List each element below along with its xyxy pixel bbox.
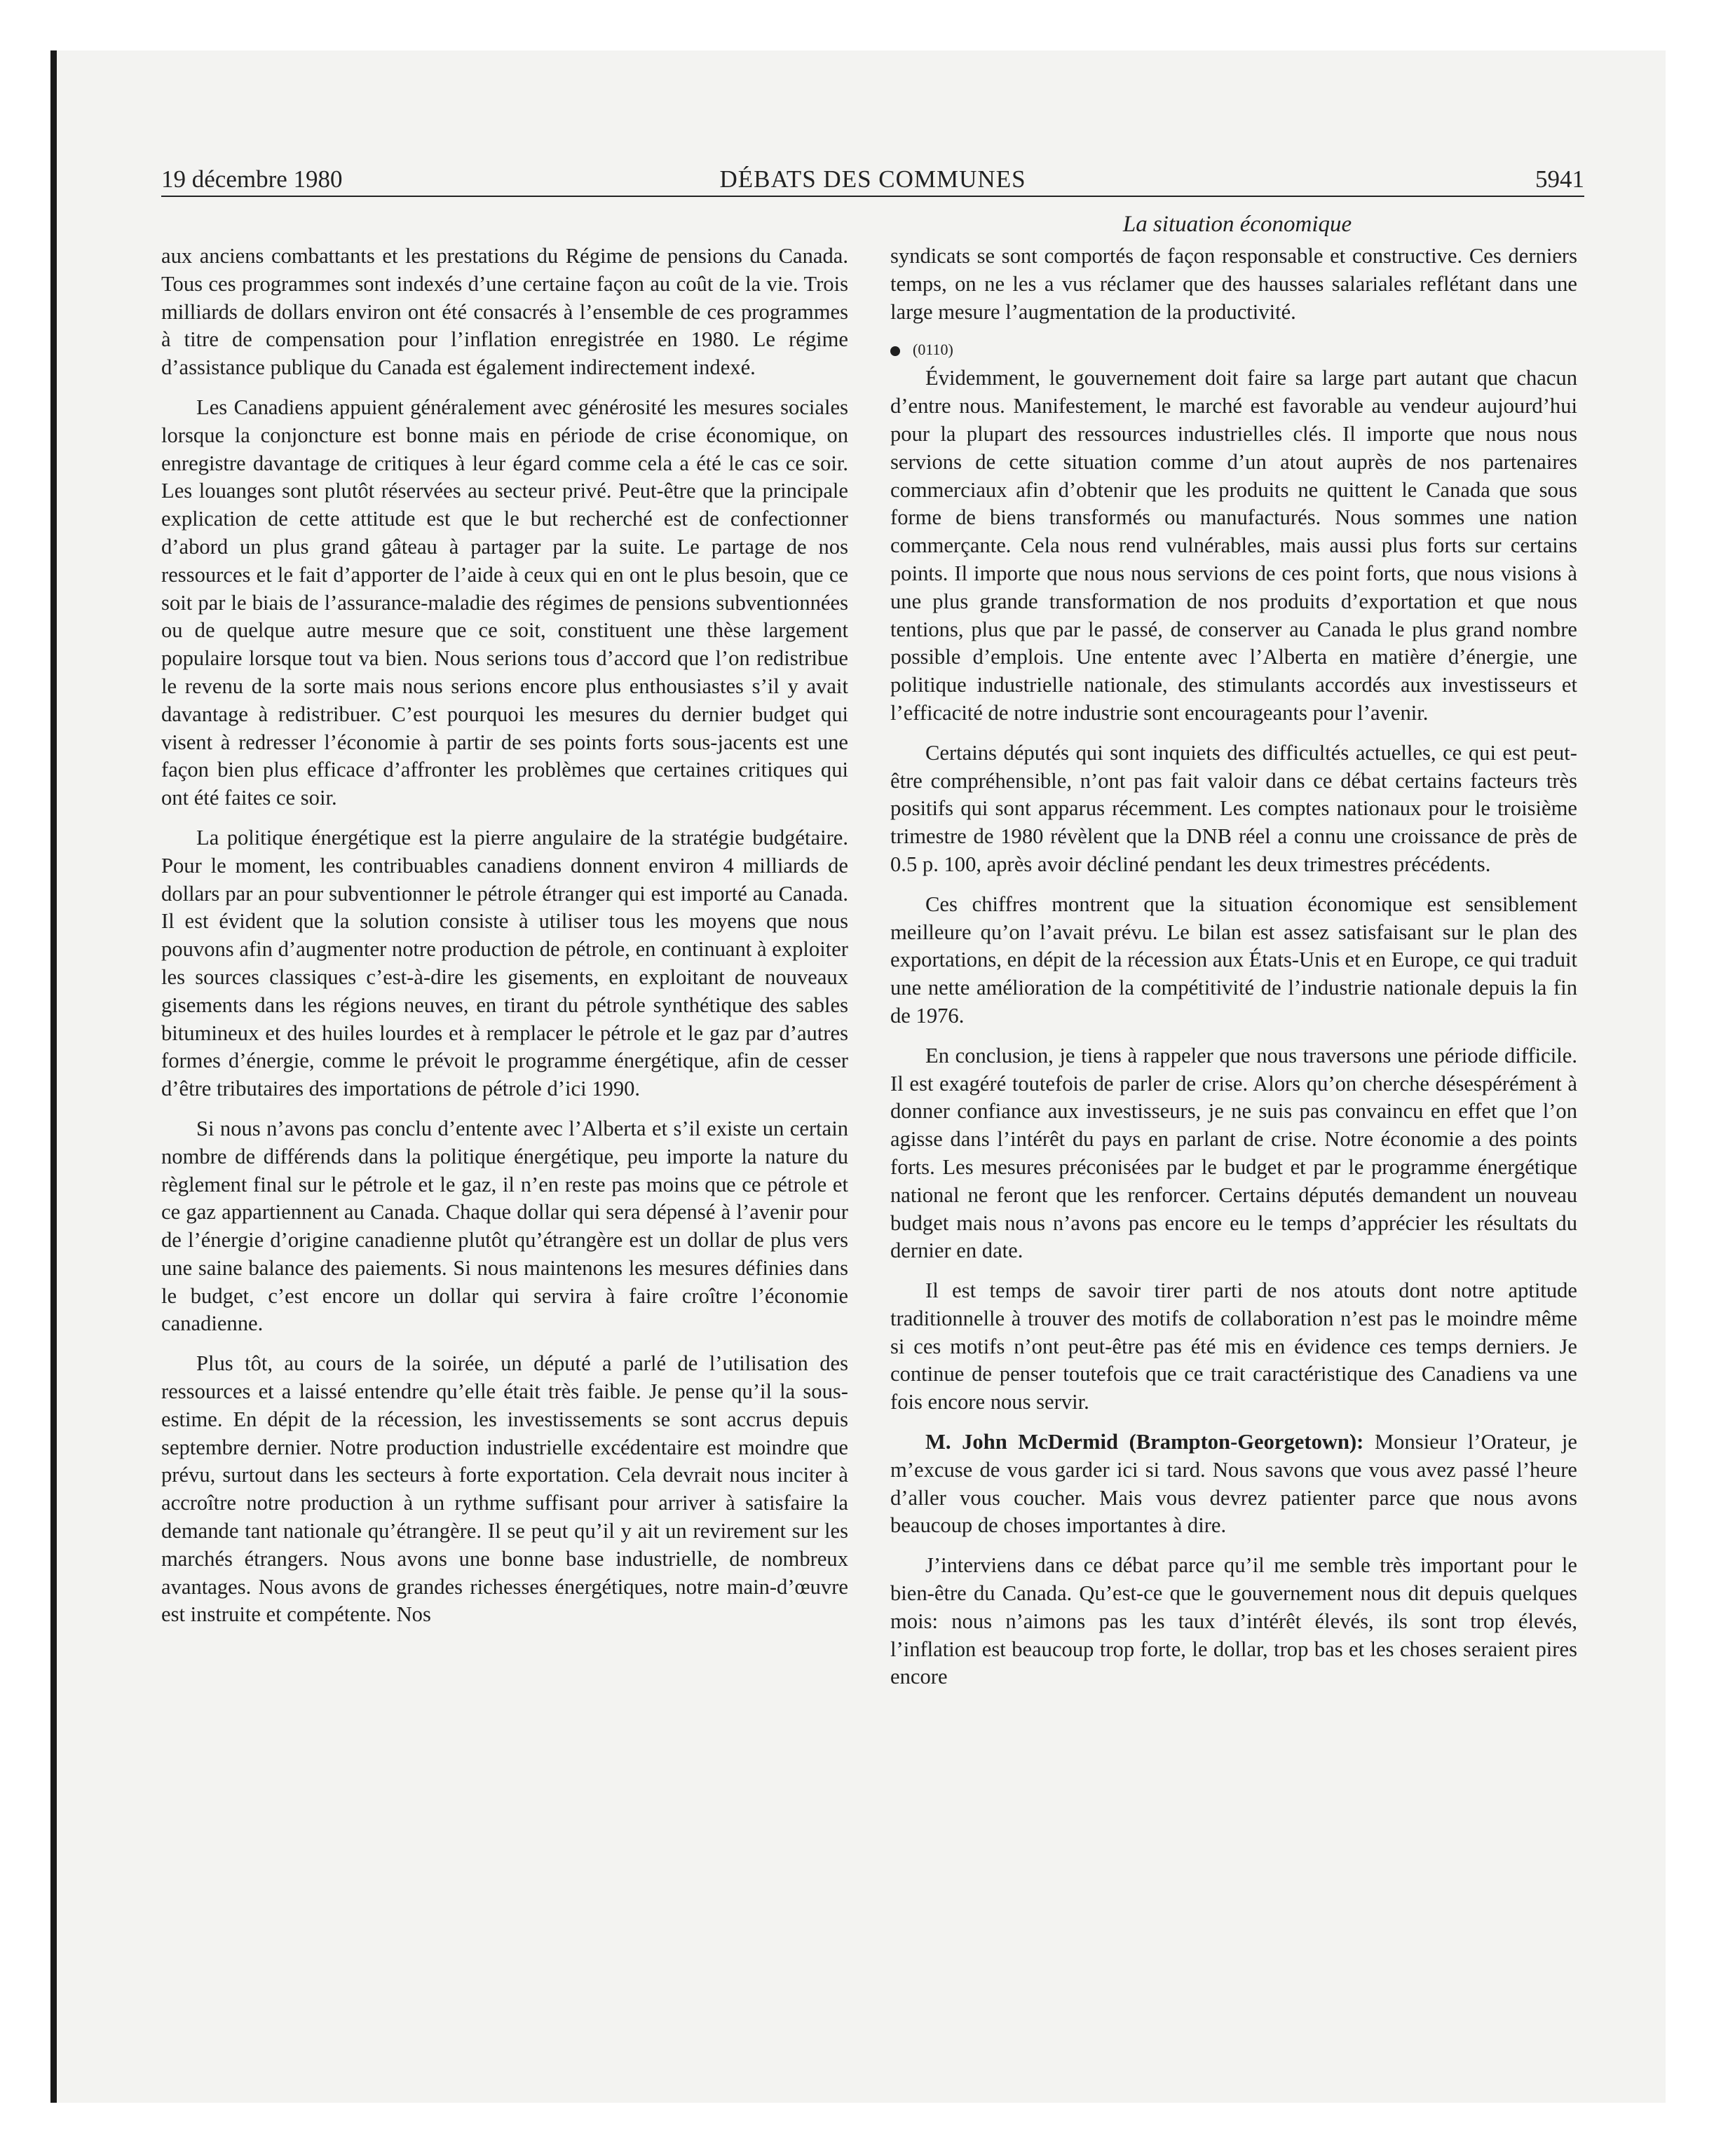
paragraph: Il est temps de savoir tirer parti de nos atouts dont notre aptitude traditionnelle à trouver des motifs de collaboration n’est pas le moindre même si ces motifs n’ont peut-être pas été mis en évidence ces temps derniers. Je continue de penser toutefois que ce trait caractéristique des Canadiens va une fois encore nous servir. [890,1278,1577,1414]
header-title: DÉBATS DES COMMUNES [719,165,1026,193]
paragraph: J’interviens dans ce débat parce qu’il me semble très important pour le bien-être du Canada. Qu’est-ce que le gouvernement nous dit depuis quelques mois: nous n’aimons pas les taux d’intérêt élevés, ils sont trop élevés, l’inflation est beaucoup trop forte, le dollar, trop bas et les choses seraient pires encore [890,1553,1577,1689]
right-column [890,243,1577,1703]
paragraph: Plus tôt, au cours de la soirée, un député a parlé de l’utilisation des ressources et a laissé entendre qu’elle était très faible. Je pense qu’il la sous-estime. En dépit de la récession, les investissements se sont accrus depuis septembre dernier. Notre production industrielle excédentaire est moindre que prévu, surtout dans les secteurs à forte exportation. Cela devrait nous inciter à accroître notre production à un rythme suffisant pour arriver à satisfaire la demande tant nationale qu’étrangère. Il se peut qu’il y ait un revirement sur les marchés étrangers. Nous avons une bonne base industrielle, de nombreux avantages. Nous avons de grandes richesses énergétiques, notre main-d’œuvre est instruite et compétente. Nos [161,1351,848,1627]
speaker-text: Monsieur l’Orateur, je m’excuse de vous garder ici si tard. Nous savons que vous avez passé l’heure d’aller vous coucher. Mais vous devrez patienter parce que nous avons beaucoup de choses importantes à dire. [890,1430,1577,1538]
scan-edge-bar [50,50,57,2103]
header-rule [161,196,1584,197]
paragraph: Ces chiffres montrent que la situation économique est sensiblement meilleure qu’on l’avait prévu. Le bilan est assez satisfaisant sur le plan des exportations, en dépit de la récession aux États-Unis et en Europe, ce qui traduit une nette amélioration de la compétitivité de l’industrie nationale depuis la fin de 1976. [890,892,1577,1028]
paragraph: Si nous n’avons pas conclu d’entente avec l’Alberta et s’il existe un certain nombre de différends dans la politique énergétique, peu importe la nature du règlement final sur le pétrole et le gaz, il n’en reste pas moins que ce pétrole et ce gaz appartiennent au Canada. Chaque dollar qui sera dépensé à l’avenir pour de l’énergie d’origine canadienne plutôt qu’étrangère est un dollar de plus vers une saine balance des paiements. Si nous maintenons les mesures définies dans le budget, c’est encore un dollar qui servira à faire croître l’économie canadienne. [161,1116,848,1336]
running-title: La situation économique [1122,212,1352,237]
speaker-paragraph [890,1428,1577,1540]
paragraph: aux anciens combattants et les prestations du Régime de pensions du Canada. Tous ces programmes sont indexés d’une certaine façon au coût de la vie. Trois milliards de dollars environ ont été consacrés à l’ensemble de ces programmes à titre de compensation pour l’inflation enregistrée en 1980. Le régime d’assistance publique du Canada est également indirectement indexé. [161,244,848,380]
header-page-number: 5941 [1535,165,1584,193]
time-marker-text: (0110) [913,341,953,359]
left-column [161,243,848,1641]
bullet-dot-icon [890,346,900,356]
page-header [161,163,1584,196]
paragraph: syndicats se sont comportés de façon responsable et constructive. Ces derniers temps, on ne les a vus réclamer que des hausses salariales reflétant dans une large mesure l’augmentation de la productivité. [890,244,1577,324]
time-marker [890,338,1577,362]
paragraph: La politique énergétique est la pierre angulaire de la stratégie budgétaire. Pour le moment, les contribuables canadiens donnent environ 4 milliards de dollars par an pour subventionner le pétrole étranger qui est importé au Canada. Il est évident que la solution consiste à utiliser tous les moyens que nous pouvons afin d’augmenter notre production de pétrole, en continuant à exploiter les sources classiques c’est-à-dire les gisements, en exploitant de nouveaux gisements dans les régions neuves, en tirant du pétrole synthétique des sables bitumineux et des huiles lourdes et à remplacer le pétrole et le gaz par d’autres formes d’énergie, comme le prévoit le programme énergétique, afin de cesser d’être tributaires des importations de pétrole d’ici 1990. [161,825,848,1101]
speaker-name: M. John McDermid (Brampton-Georgetown): [925,1430,1364,1454]
paragraph: Évidemment, le gouvernement doit faire sa large part autant que chacun d’entre nous. Manifestement, le marché est favorable au vendeur aujourd’hui pour la plupart des ressources industrielles clés. Il importe que nous nous servions de cette situation comme d’un atout auprès de nos partenaires commerciaux afin d’obtenir que les produits ne quittent le Canada que sous forme de biens transformés ou manufacturés. Nous sommes une nation commerçante. Cela nous rend vulnérables, mais aussi plus forts sur certains points. Il importe que nous nous servions de ces point forts, que nous visions à une plus grande transformation de nos produits d’exportation et que nous tentions, plus que par le passé, de conserver au Canada le plus grand nombre possible d’emplois. Une entente avec l’Alberta en matière d’énergie, une politique industrielle nationale, des stimulants accordés aux investisseurs et l’efficacité de notre industrie sont encourageants pour l’avenir. [890,366,1577,725]
paragraph: Certains députés qui sont inquiets des difficultés actuelles, ce qui est peut-être compréhensible, n’ont pas fait valoir dans ce débat certains facteurs très positifs qui sont apparus récemment. Les comptes nationaux pour le troisième trimestre de 1980 révèlent que la DNB réel a connu une croissance de près de 0.5 p. 100, après avoir décliné pendant les deux trimestres précédents. [890,740,1577,876]
paragraph: Les Canadiens appuient généralement avec générosité les mesures sociales lorsque la conjoncture est bonne mais en période de crise économique, on enregistre davantage de critiques à leur égard comme cela a été le cas ce soir. Les louanges sont plutôt réservées au secteur privé. Peut-être que la principale explication de cette attitude est que le but recherché est de confectionner d’abord un plus grand gâteau à partager par la suite. Le partage de nos ressources et le fait d’apporter de l’aide à ceux qui en ont le plus besoin, que ce soit par le biais de l’assurance-maladie des régimes de pensions subventionnées ou de quelque autre mesure que ce soit, constituent une thèse largement populaire lorsque tout va bien. Nous serions tous d’accord que l’on redistribue le revenu de la sorte mais nous serions encore plus enthousiastes s’il y avait davantage à redistribuer. C’est pourquoi les mesures du dernier budget qui visent à redresser l’économie à partir de ses points forts sous-jacents est une façon bien plus efficace d’affronter les problèmes que certaines critiques qui ont été faites ce soir. [161,395,848,810]
paragraph: En conclusion, je tiens à rappeler que nous traversons une période difficile. Il est exagéré toutefois de parler de crise. Alors qu’on cherche désespérément à donner confiance aux investisseurs, je ne suis pas convaincu en effet que l’on agisse dans l’intérêt du pays en parlant de crise. Notre économie a des points forts. Les mesures préconisées par le budget et par le programme énergétique national ne feront que les renforcer. Certains députés demandent un nouveau budget mais nous n’avons pas encore eu le temps d’apprécier les résultats du dernier en date. [890,1043,1577,1263]
header-date: 19 décembre 1980 [161,165,343,193]
